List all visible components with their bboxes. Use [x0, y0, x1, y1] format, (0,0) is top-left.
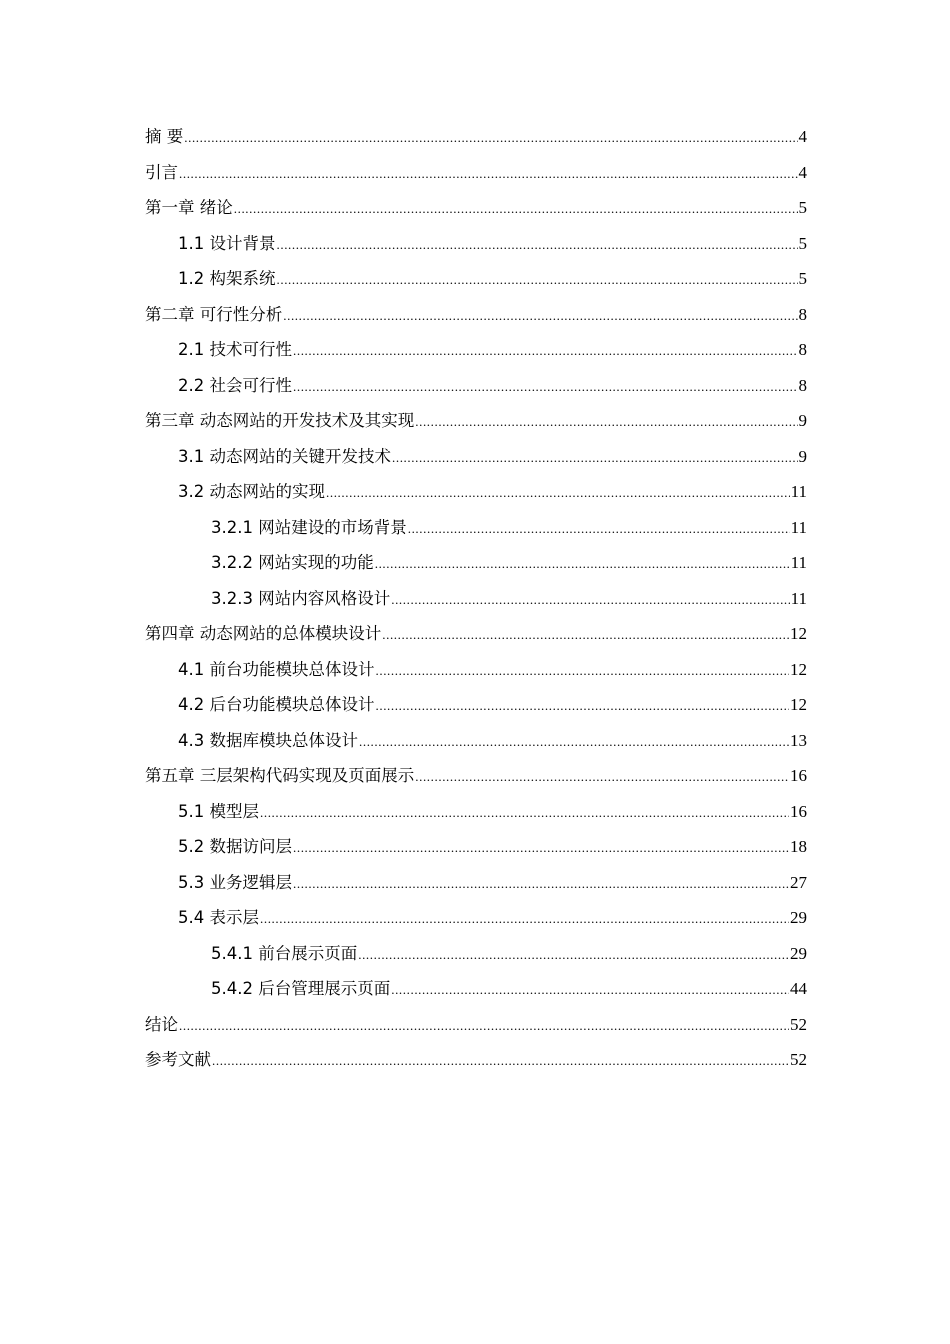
toc-entry-title: 4.1 前台功能模块总体设计 — [178, 659, 375, 679]
toc-entry-title: 3.1 动态网站的关键开发技术 — [178, 446, 391, 466]
toc-entry[interactable] — [145, 155, 807, 191]
toc-entry-page-number: 11 — [790, 482, 807, 501]
toc-entry[interactable] — [145, 723, 807, 759]
toc-dot-leader — [293, 830, 789, 866]
toc-entry-page-number: 5 — [798, 233, 807, 253]
toc-entry-title: 5.4 表示层 — [178, 908, 259, 927]
toc-entry[interactable] — [145, 439, 807, 475]
toc-entry[interactable] — [145, 510, 807, 546]
toc-entry-title: 1.2 构架系统 — [178, 269, 276, 288]
toc-entry-title: 参考文献 — [145, 1050, 211, 1069]
toc-entry-page-number: 8 — [798, 340, 807, 359]
toc-dot-leader — [277, 227, 798, 263]
toc-entry-page-number: 12 — [790, 624, 807, 643]
toc-entry[interactable] — [145, 581, 807, 617]
toc-dot-leader — [234, 191, 798, 227]
toc-dot-leader — [415, 404, 797, 440]
toc-entry-title: 3.2.3 网站内容风格设计 — [211, 588, 391, 608]
toc-entry-title: 第一章 绪论 — [145, 198, 233, 217]
toc-entry[interactable] — [145, 1007, 807, 1043]
toc-dot-leader — [375, 546, 790, 582]
toc-entry[interactable] — [145, 900, 807, 936]
toc-entry-title: 4.3 数据库模块总体设计 — [178, 730, 358, 750]
toc-dot-leader — [408, 511, 790, 547]
toc-entry[interactable] — [145, 545, 807, 581]
toc-entry-page-number: 9 — [798, 446, 807, 466]
toc-entry[interactable] — [145, 226, 807, 262]
toc-dot-leader — [326, 475, 790, 511]
toc-entry-page-number: 11 — [790, 553, 807, 572]
toc-dot-leader — [260, 795, 789, 831]
toc-entry-title: 5.4.1 前台展示页面 — [211, 943, 358, 963]
table-of-contents — [145, 119, 807, 1078]
toc-entry-page-number: 12 — [790, 695, 807, 714]
toc-entry[interactable] — [145, 936, 807, 972]
toc-entry-title: 第二章 可行性分析 — [145, 304, 283, 324]
toc-entry-page-number: 16 — [790, 766, 807, 785]
toc-entry-page-number: 4 — [798, 127, 807, 146]
toc-entry-title: 5.1 模型层 — [178, 801, 259, 821]
toc-entry[interactable] — [145, 794, 807, 830]
toc-entry-title: 4.2 后台功能模块总体设计 — [178, 695, 375, 714]
toc-dot-leader — [391, 582, 789, 618]
toc-dot-leader — [260, 901, 789, 937]
toc-dot-leader — [179, 156, 798, 192]
toc-entry-page-number: 5 — [798, 269, 807, 288]
toc-entry-title: 2.2 社会可行性 — [178, 375, 292, 395]
toc-dot-leader — [391, 972, 789, 1008]
toc-dot-leader — [382, 617, 789, 653]
toc-dot-leader — [212, 1043, 789, 1079]
toc-dot-leader — [293, 369, 798, 405]
toc-entry-page-number: 9 — [798, 411, 807, 430]
toc-entry[interactable] — [145, 332, 807, 368]
toc-dot-leader — [392, 440, 798, 476]
toc-entry[interactable] — [145, 297, 807, 333]
toc-entry[interactable] — [145, 119, 807, 155]
toc-dot-leader — [376, 653, 790, 689]
toc-entry-title: 摘 要 — [145, 127, 184, 146]
toc-entry[interactable] — [145, 865, 807, 901]
toc-entry[interactable] — [145, 403, 807, 439]
toc-entry[interactable] — [145, 687, 807, 723]
toc-entry-page-number: 52 — [790, 1014, 807, 1034]
toc-entry-page-number: 4 — [798, 162, 807, 182]
toc-entry-title: 5.3 业务逻辑层 — [178, 872, 292, 892]
toc-entry[interactable] — [145, 829, 807, 865]
toc-dot-leader — [179, 1008, 789, 1044]
toc-dot-leader — [283, 298, 797, 334]
toc-entry[interactable] — [145, 616, 807, 652]
toc-entry-page-number: 18 — [790, 837, 807, 856]
toc-entry-title: 第三章 动态网站的开发技术及其实现 — [145, 411, 415, 430]
toc-entry-title: 5.4.2 后台管理展示页面 — [211, 979, 391, 998]
toc-entry[interactable] — [145, 261, 807, 297]
toc-entry[interactable] — [145, 971, 807, 1007]
toc-entry[interactable] — [145, 652, 807, 688]
toc-entry[interactable] — [145, 368, 807, 404]
toc-entry-page-number: 11 — [790, 517, 807, 537]
toc-entry-page-number: 12 — [790, 659, 807, 679]
toc-entry-title: 3.2.2 网站实现的功能 — [211, 553, 374, 572]
toc-entry-title: 1.1 设计背景 — [178, 233, 276, 253]
toc-entry-title: 5.2 数据访问层 — [178, 837, 292, 856]
toc-dot-leader — [184, 120, 797, 156]
toc-entry-page-number: 13 — [790, 730, 807, 750]
toc-entry-title: 第五章 三层架构代码实现及页面展示 — [145, 766, 415, 785]
toc-entry-title: 结论 — [145, 1014, 178, 1034]
toc-entry[interactable] — [145, 758, 807, 794]
toc-entry-page-number: 29 — [790, 908, 807, 927]
toc-entry-page-number: 11 — [790, 588, 807, 608]
toc-dot-leader — [415, 759, 789, 795]
toc-entry[interactable] — [145, 474, 807, 510]
toc-entry-page-number: 52 — [790, 1050, 807, 1069]
toc-dot-leader — [277, 262, 798, 298]
toc-entry-page-number: 29 — [790, 943, 807, 963]
toc-entry-title: 3.2 动态网站的实现 — [178, 482, 325, 501]
toc-entry-page-number: 8 — [798, 375, 807, 395]
toc-dot-leader — [358, 937, 789, 973]
toc-entry-title: 2.1 技术可行性 — [178, 340, 292, 359]
toc-entry-page-number: 8 — [798, 304, 807, 324]
toc-entry[interactable] — [145, 1042, 807, 1078]
toc-entry[interactable] — [145, 190, 807, 226]
toc-entry-page-number: 16 — [790, 801, 807, 821]
toc-entry-title: 第四章 动态网站的总体模块设计 — [145, 624, 382, 643]
toc-dot-leader — [376, 688, 790, 724]
toc-entry-title: 引言 — [145, 162, 178, 182]
toc-dot-leader — [359, 724, 789, 760]
toc-entry-page-number: 5 — [798, 198, 807, 217]
toc-dot-leader — [293, 866, 789, 902]
toc-entry-title: 3.2.1 网站建设的市场背景 — [211, 517, 407, 537]
toc-entry-page-number: 44 — [790, 979, 807, 998]
toc-dot-leader — [293, 333, 798, 369]
toc-entry-page-number: 27 — [790, 872, 807, 892]
